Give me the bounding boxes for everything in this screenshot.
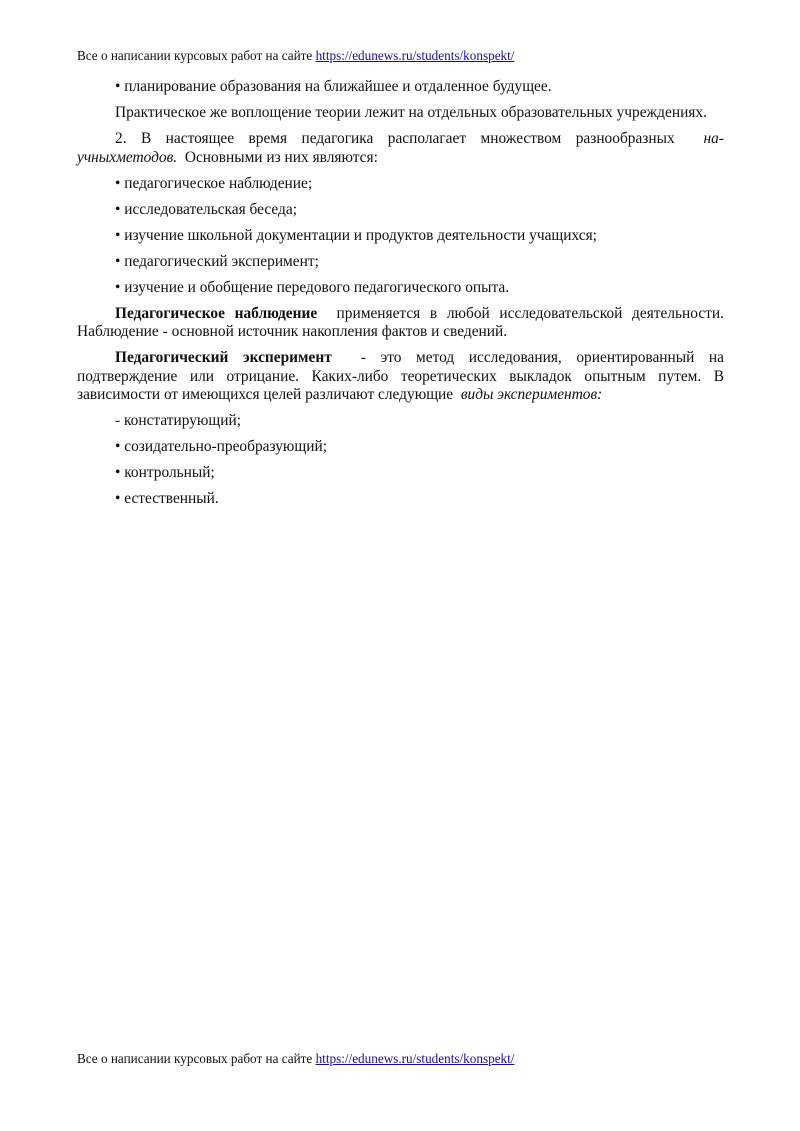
list-item-method: • педагогический эксперимент;: [115, 252, 319, 270]
observation-text: применяется в любой исследовательской деятельности. Наблюдение - основной источник накопления фактов и сведений.: [77, 304, 724, 340]
experiment-text: - это метод исследования, ориентированный на подтверждение или отрицание. Каких-либо теоретических выкладок опытным путем. В зависимости от имеющихся целей различают следующие: [77, 349, 724, 403]
paragraph-experiment: [77, 349, 724, 405]
page-footer: [77, 1051, 514, 1067]
methods-intro-italic: на-учныхметодов.: [77, 130, 725, 166]
header-text: Все о написании курсовых работ на сайте: [77, 48, 313, 63]
observation-term: Педагогическое наблюдение: [115, 304, 318, 322]
list-item-method: • исследовательская беседа;: [115, 200, 297, 218]
list-item-method: • педагогическое наблюдение;: [115, 174, 313, 192]
page-header: [77, 48, 514, 64]
paragraph-observation: [77, 305, 724, 342]
footer-text: Все о написании курсовых работ на сайте: [77, 1051, 313, 1066]
methods-intro-start: 2. В настоящее время педагогика располагает множеством разнообразных: [115, 130, 675, 147]
list-item-method: • изучение и обобщение передового педагогического опыта.: [115, 278, 510, 296]
methods-intro-end: Основными из них являются:: [184, 148, 378, 166]
list-item-experiment-type: • естественный.: [115, 490, 219, 507]
footer-link[interactable]: https://edunews.ru/students/konspekt/: [315, 1051, 515, 1066]
list-item-experiment-type: - констатирующий;: [115, 412, 242, 429]
experiment-term: Педагогический эксперимент: [115, 349, 332, 366]
document-body: [77, 78, 724, 516]
list-item-method: • изучение школьной документации и продуктов деятельности учащихся;: [115, 226, 597, 244]
list-item-experiment-type: • созидательно-преобразующий;: [115, 438, 328, 455]
paragraph-practical: Практическое же воплощение теории лежит на отдельных образовательных учреждениях.: [115, 104, 707, 121]
experiment-italic: виды экспериментов:: [460, 386, 603, 403]
list-item-experiment-type: • контрольный;: [115, 464, 215, 481]
list-item-planning: • планирование образования на ближайшее и отдаленное будущее.: [115, 78, 552, 95]
header-link[interactable]: https://edunews.ru/students/konspekt/: [315, 48, 515, 63]
paragraph-methods-intro: [77, 130, 724, 167]
